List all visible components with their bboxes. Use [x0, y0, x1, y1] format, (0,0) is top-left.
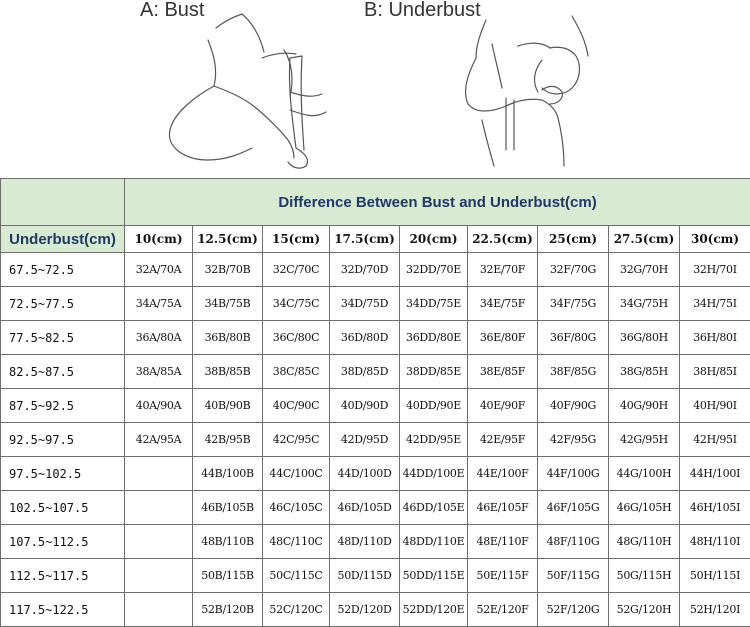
size-table-body: [1, 253, 750, 627]
size-cell: 52E/120F: [468, 593, 538, 627]
size-cell: 34H/75I: [680, 287, 750, 321]
size-cell: 50H/115I: [680, 559, 750, 593]
size-cell: 46E/105F: [468, 491, 538, 525]
size-cell: 40A/90A: [125, 389, 193, 423]
size-cell: 38D/85D: [330, 355, 400, 389]
size-cell: 34DD/75E: [400, 287, 468, 321]
underbust-range: 82.5~87.5: [1, 355, 125, 389]
size-cell: 40C/90C: [263, 389, 330, 423]
difference-column-header: 10(cm): [125, 226, 193, 253]
size-cell: 50D/115D: [330, 559, 400, 593]
size-cell: 38A/85A: [125, 355, 193, 389]
measurement-illustrations: [0, 0, 750, 178]
table-row: [1, 355, 750, 389]
size-cell: 44E/100F: [468, 457, 538, 491]
size-cell: [125, 559, 193, 593]
size-cell: 46F/105G: [538, 491, 609, 525]
size-chart-table: [0, 178, 750, 627]
size-cell: 34D/75D: [330, 287, 400, 321]
size-cell: 38C/85C: [263, 355, 330, 389]
size-cell: 42E/95F: [468, 423, 538, 457]
size-cell: [125, 457, 193, 491]
underbust-measurement-figure: [446, 0, 616, 178]
underbust-range: 117.5~122.5: [1, 593, 125, 627]
size-cell: 40B/90B: [193, 389, 263, 423]
size-cell: 42F/95G: [538, 423, 609, 457]
size-cell: 38F/85G: [538, 355, 609, 389]
size-cell: 36G/80H: [609, 321, 680, 355]
size-cell: 44B/100B: [193, 457, 263, 491]
size-cell: 36H/80I: [680, 321, 750, 355]
underbust-range: 77.5~82.5: [1, 321, 125, 355]
table-row: [1, 253, 750, 287]
size-cell: 46DD/105E: [400, 491, 468, 525]
underbust-range: 107.5~112.5: [1, 525, 125, 559]
size-cell: 42G/95H: [609, 423, 680, 457]
size-cell: 36A/80A: [125, 321, 193, 355]
size-cell: 36E/80F: [468, 321, 538, 355]
difference-column-header: 27.5(cm): [609, 226, 680, 253]
size-cell: 46D/105D: [330, 491, 400, 525]
difference-column-header: 15(cm): [263, 226, 330, 253]
size-cell: 44C/100C: [263, 457, 330, 491]
size-cell: 46C/105C: [263, 491, 330, 525]
size-cell: 32H/70I: [680, 253, 750, 287]
size-cell: 40D/90D: [330, 389, 400, 423]
corner-cell: [1, 179, 125, 226]
underbust-range: 67.5~72.5: [1, 253, 125, 287]
size-cell: 32A/70A: [125, 253, 193, 287]
underbust-column-header: Underbust(cm): [1, 226, 125, 253]
size-cell: 42H/95I: [680, 423, 750, 457]
size-cell: 48D/110D: [330, 525, 400, 559]
size-cell: 42A/95A: [125, 423, 193, 457]
underbust-range: 87.5~92.5: [1, 389, 125, 423]
size-cell: 38DD/85E: [400, 355, 468, 389]
size-cell: 36C/80C: [263, 321, 330, 355]
size-cell: 44D/100D: [330, 457, 400, 491]
underbust-caption: B: Underbust: [364, 0, 481, 22]
size-cell: 40G/90H: [609, 389, 680, 423]
size-cell: 32F/70G: [538, 253, 609, 287]
size-cell: 44DD/100E: [400, 457, 468, 491]
table-row: [1, 593, 750, 627]
difference-column-header: 20(cm): [400, 226, 468, 253]
size-cell: 40F/90G: [538, 389, 609, 423]
size-cell: 42B/95B: [193, 423, 263, 457]
size-cell: 40E/90F: [468, 389, 538, 423]
size-cell: 34A/75A: [125, 287, 193, 321]
size-cell: 44G/100H: [609, 457, 680, 491]
size-cell: 46G/105H: [609, 491, 680, 525]
size-cell: 40DD/90E: [400, 389, 468, 423]
size-cell: 48H/110I: [680, 525, 750, 559]
difference-header: Difference Between Bust and Underbust(cm): [125, 179, 750, 226]
size-cell: 36B/80B: [193, 321, 263, 355]
size-cell: 52G/120H: [609, 593, 680, 627]
table-row: [1, 389, 750, 423]
table-row: [1, 525, 750, 559]
size-cell: [125, 593, 193, 627]
size-cell: 46B/105B: [193, 491, 263, 525]
size-cell: 44H/100I: [680, 457, 750, 491]
size-cell: 42D/95D: [330, 423, 400, 457]
size-cell: 36D/80D: [330, 321, 400, 355]
size-cell: 32B/70B: [193, 253, 263, 287]
size-cell: 38E/85F: [468, 355, 538, 389]
size-cell: 34C/75C: [263, 287, 330, 321]
difference-column-header: 12.5(cm): [193, 226, 263, 253]
difference-column-header: 30(cm): [680, 226, 750, 253]
size-cell: 34F/75G: [538, 287, 609, 321]
underbust-range: 97.5~102.5: [1, 457, 125, 491]
size-cell: 50E/115F: [468, 559, 538, 593]
size-cell: 52F/120G: [538, 593, 609, 627]
underbust-range: 112.5~117.5: [1, 559, 125, 593]
underbust-range: 102.5~107.5: [1, 491, 125, 525]
size-cell: 52D/120D: [330, 593, 400, 627]
size-cell: [125, 525, 193, 559]
size-cell: 48C/110C: [263, 525, 330, 559]
size-cell: 48F/110G: [538, 525, 609, 559]
table-row: [1, 287, 750, 321]
bust-measurement-figure: [156, 0, 346, 178]
size-cell: 46H/105I: [680, 491, 750, 525]
table-row: [1, 423, 750, 457]
underbust-range: 92.5~97.5: [1, 423, 125, 457]
table-row: [1, 559, 750, 593]
size-cell: 38B/85B: [193, 355, 263, 389]
table-row: [1, 457, 750, 491]
size-cell: 32D/70D: [330, 253, 400, 287]
size-cell: 32C/70C: [263, 253, 330, 287]
size-cell: 32G/70H: [609, 253, 680, 287]
size-cell: 36F/80G: [538, 321, 609, 355]
underbust-range: 72.5~77.5: [1, 287, 125, 321]
size-cell: 42DD/95E: [400, 423, 468, 457]
size-cell: 50B/115B: [193, 559, 263, 593]
size-cell: 34E/75F: [468, 287, 538, 321]
size-cell: 44F/100G: [538, 457, 609, 491]
size-cell: 32E/70F: [468, 253, 538, 287]
size-cell: 36DD/80E: [400, 321, 468, 355]
size-cell: 32DD/70E: [400, 253, 468, 287]
difference-column-header: 25(cm): [538, 226, 609, 253]
size-cell: 50DD/115E: [400, 559, 468, 593]
size-cell: [125, 491, 193, 525]
difference-column-header: 17.5(cm): [330, 226, 400, 253]
size-cell: 42C/95C: [263, 423, 330, 457]
size-cell: 52DD/120E: [400, 593, 468, 627]
size-cell: 50G/115H: [609, 559, 680, 593]
size-cell: 48G/110H: [609, 525, 680, 559]
size-cell: 40H/90I: [680, 389, 750, 423]
bust-caption: A: Bust: [140, 0, 204, 22]
size-cell: 52C/120C: [263, 593, 330, 627]
table-row: [1, 491, 750, 525]
size-cell: 48B/110B: [193, 525, 263, 559]
size-cell: 48DD/110E: [400, 525, 468, 559]
size-cell: 38H/85I: [680, 355, 750, 389]
size-cell: 38G/85H: [609, 355, 680, 389]
size-cell: 50F/115G: [538, 559, 609, 593]
size-cell: 52H/120I: [680, 593, 750, 627]
size-cell: 34G/75H: [609, 287, 680, 321]
table-row: [1, 321, 750, 355]
size-cell: 50C/115C: [263, 559, 330, 593]
difference-column-header: 22.5(cm): [468, 226, 538, 253]
size-cell: 52B/120B: [193, 593, 263, 627]
size-cell: 48E/110F: [468, 525, 538, 559]
size-cell: 34B/75B: [193, 287, 263, 321]
